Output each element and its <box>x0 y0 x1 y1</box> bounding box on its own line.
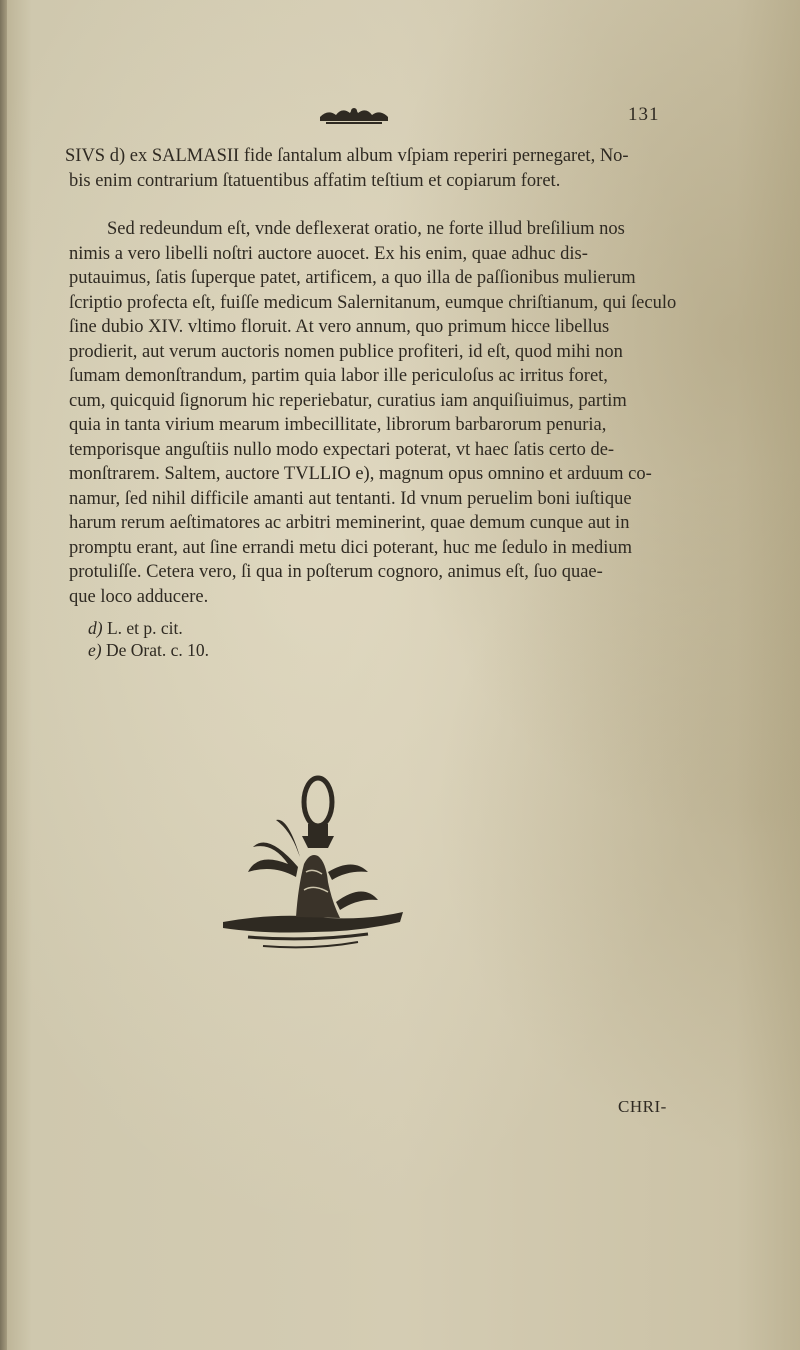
text-line: ſumam demonſtrandum, partim quia labor ille periculoſus ac irritus foret, <box>69 366 608 386</box>
page-number: 131 <box>628 104 660 125</box>
text-line: promptu erant, aut ſine errandi metu dici poterant, huc me ſedulo in medium <box>69 537 633 558</box>
paragraph-gap <box>65 193 665 217</box>
text-line: monſtrarem. Saltem, auctore TVLLIO e), magnum opus omnino et arduum co- <box>69 464 652 484</box>
footnote <box>88 639 209 661</box>
text-line: putauimus, ſatis ſuperque patet, artificem, a quo illa de paſſionibus mulierum <box>69 268 636 288</box>
text-line: prodierit, aut verum auctoris nomen publice profiteri, id eſt, quod mihi non <box>69 341 623 362</box>
footnote <box>88 617 209 639</box>
tailpiece-vignette-icon <box>218 772 408 962</box>
catchword: CHRI- <box>618 1097 667 1116</box>
text-line: harum rerum aeſtimatores ac arbitri meminerint, quae demum cunque aut in <box>69 513 630 533</box>
footnote-marker: d) <box>88 618 103 638</box>
text-line: namur, ſed nihil difficile amanti aut tentanti. Id vnum peruelim boni iuſtique <box>69 488 632 509</box>
text-line: nimis a vero libelli noſtri auctore auocet. Ex his enim, quae adhuc dis- <box>69 243 588 264</box>
text-line: Sed redeundum eſt, vnde deflexerat oratio, ne forte illud breſilium nos <box>107 219 625 239</box>
footnote-text: L. et p. cit. <box>106 618 183 638</box>
page-spine-edge <box>0 0 7 1350</box>
text-line: protuliſſe. Cetera vero, ſi qua in poſterum cognoro, animus eſt, ſuo quae- <box>69 562 603 582</box>
text-line: que loco adducere. <box>69 586 209 607</box>
main-text <box>65 144 677 609</box>
text-line: ſcriptio profecta eſt, fuiſſe medicum Salernitanum, eumque chriſtianum, qui ſeculo <box>69 292 677 313</box>
text-line: quia in tanta virium mearum imbecillitate, librorum barbarorum penuria, <box>69 415 607 435</box>
text-line: ſine dubio XIV. vltimo floruit. At vero annum, quo primum hicce libellus <box>69 317 610 337</box>
text-line: cum, quicquid ſignorum hic reperiebatur, curatius iam anquiſiuimus, partim <box>69 390 627 411</box>
text-line: SIVS d) ex SALMASII fide ſantalum album vſpiam reperiri pernegaret, No- <box>65 146 629 166</box>
footnote-text: De Orat. c. 10. <box>105 640 210 660</box>
footnote-marker: e) <box>88 640 102 660</box>
footnotes <box>88 617 209 661</box>
header-ornament-icon <box>318 103 390 127</box>
text-line: bis enim contrarium ſtatuentibus affatim teſtium et copiarum foret. <box>69 170 561 191</box>
text-line: temporisque anguſtiis nullo modo expectari poterat, vt haec ſatis certo de- <box>69 439 615 460</box>
